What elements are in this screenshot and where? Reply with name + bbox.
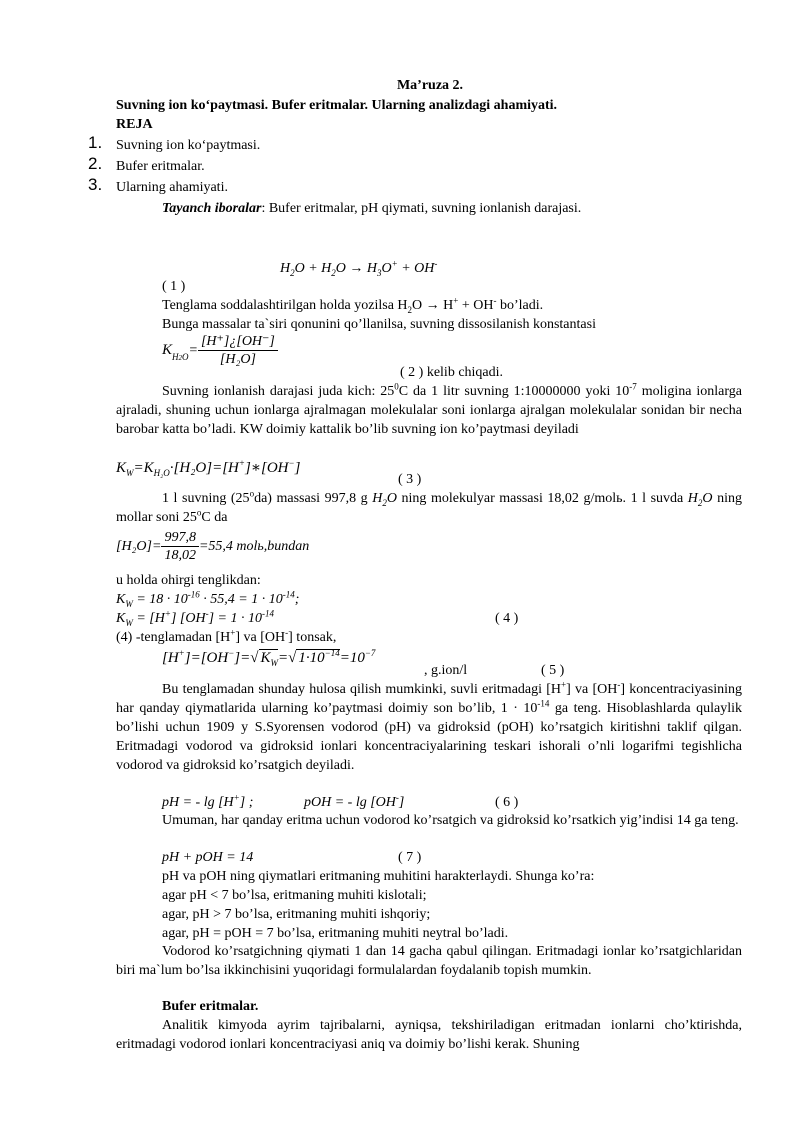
plan-item-number: 1. <box>88 133 103 152</box>
text-4tenglama: (4) -tenglamadan [H+] va [OH-] tonsak, <box>116 627 337 645</box>
lecture-title: Ma’ruza 2. <box>396 78 464 93</box>
plan-item <box>88 154 102 175</box>
keywords-line <box>162 199 581 218</box>
equation-5-number: ( 5 ) <box>541 663 565 678</box>
paragraph-massa: 1 l suvning (25$^o$da) massasi 997,8 g $H_2O$ ning molekulyar massasi 18,02 g/molь. 1 l suvda $H_2O$ ning mollar soni 25$^o$C da <box>116 488 742 525</box>
paragraph-analitik: Analitik kimyoda ayrim tajribalarni, ayniqsa, tekshiriladigan eritmadan ionlarni cho’ktirishda, eritmadagi vodorod ionlari koncentraciyasi aniq va doimiy bo’lishi kerak. Shuning <box>116 1018 742 1052</box>
text-tenglama: Tenglama soddalashtirilgan holda yozilsa $H_2O \to H^+ + OH^-$ bo’ladi. <box>162 295 544 315</box>
lecture-subtitle: Suvning ion ko‘paytmasi. Bufer eritmalar. Ularning analizdagi ahamiyati. <box>116 98 558 113</box>
paragraph-ionlanish: Suvning ionlanish darajasi juda kich: $25^0C$ da 1 litr suvning 1:10000000 yoki $10^{-7}$ moligina ionlarga ajraladi, shuning uchun ionlarga ajralmagan molekulalar soni ionlarga ajralgan molekulalar sonidan bir necha barobar katta bo’ladi. KW doimiy kattalik bo’lib suvning ion ko’paytmasi deyiladi <box>116 381 743 437</box>
equation-6-ph: pH = - lg [H+] ; <box>162 792 254 810</box>
equation-6-poh: pOH = - lg [OH-] <box>304 792 405 810</box>
paragraph-umuman: Umuman, har qanday eritma uchun vodorod ko’rsatgich va gidroksid ko’rsatkich yig’indisi 14 ga teng. <box>162 813 739 828</box>
equation-7-number: ( 7 ) <box>398 850 422 865</box>
equation-4-number: ( 4 ) <box>495 611 519 626</box>
equation-1: $H_2O + H_2O \to H_3O^+ + OH^-$ <box>280 258 438 278</box>
equation-3: $K_W=K_{H_2O}\cdot[H_2O]=[H^+]∗[OH^-]$ <box>116 458 301 478</box>
equation-3-number: ( 3 ) <box>398 472 422 487</box>
text-bunga: Bunga massalar ta`siri qonunini qo’llanilsa, suvning dissosilanish konstantasi <box>162 317 596 332</box>
text-ph-basic: agar, pH > 7 bo’lsa, eritmaning muhiti ishqoriy; <box>162 907 431 922</box>
text-uholda: u holda ohirgi tenglikdan: <box>116 573 261 588</box>
equation-h2o-fraction: $\frac{997,8}{18,02}$ <box>161 529 199 564</box>
plan-heading: REJA <box>116 117 153 132</box>
plan-item-number: 2. <box>88 154 103 173</box>
equation-2: $K_{H2O}=$ $\frac{[H^+]¿[OH^-]}{\text{[H₂O]}}$ <box>162 333 278 368</box>
heading-bufer: Bufer eritmalar. <box>162 999 259 1014</box>
equation-5-unit: , g.ion/l <box>424 663 468 678</box>
keywords-label: Tayanch iboralar <box>162 201 262 216</box>
paragraph-vodorod: Vodorod ko’rsatgichning qiymati 1 dan 14 gacha qabul qilingan. Eritmadagi ionlar ko’rsatgichlaridan biri ma`lum bo’lsa ikkinchisini yuqoridagi formulalardan foydalanib topish mumkin. <box>116 944 742 978</box>
kw-line-2: $K_W = [H^+] [OH^-] = 1 \cdot 10^{-14}$ <box>116 608 274 628</box>
text-ph-acidic: agar pH < 7 bo’lsa, eritmaning muhiti kislotali; <box>162 888 427 903</box>
equation-1-number: ( 1 ) <box>162 279 186 294</box>
text-ph-neutral: agar, pH = pOH = 7 bo’lsa, eritmaning muhiti neytral bo’ladi. <box>162 926 509 941</box>
kw-line-1: $K_W = 18 \cdot 10^{-16} \cdot 55,4 = 1 \cdot 10^{-14}$; <box>116 589 300 609</box>
text-ph-intro: pH va pOH ning qiymatlari eritmaning muhitini harakterlaydi. Shunga ko’ra: <box>162 869 595 884</box>
keywords-text: : Bufer eritmalar, pH qiymati, suvning ionlanish darajasi. <box>261 201 582 216</box>
plan-item-label: Ularning ahamiyati. <box>116 180 228 195</box>
equation-h2o-moles: [H₂O]= $\frac{997,8}{18,02}$ =55,4 molь,bundan <box>116 530 310 563</box>
equation-6-number: ( 6 ) <box>495 795 519 810</box>
plan-item-number: 3. <box>88 175 103 194</box>
equation-2-number: ( 2 ) kelib chiqadi. <box>400 365 504 380</box>
paragraph-hulosa: Bu tenglamadan shunday hulosa qilish mumkinki, suvli eritmadagi [H+] va [OH-] koncentraciyasining har qanday qiymatlarida ularning ko’paytmasi doimiy son bo’lib, $1 \cdot 10^{-14}$ ga teng. Hisoblashlarda qulaylik bo’lishi uchun 1909 y S.Syorensen vodorod (pH) va gidroksid (pOH) ko’rsatgich kiritishni taklif qilgan. Eritmadagi vodorod va gidroksid ionlari koncentraciyalarining teskari ishorali o’nli logarifmi tegishlicha vodorod va gidroksid ko’rsatgich deyiladi. <box>116 679 742 773</box>
plan-item-label: Suvning ion ko‘paytmasi. <box>116 138 261 153</box>
equation-5: [H+]=[OH−]=√ $K_W=√$ $1\cdot 10^{-14}=10^{-7}$ <box>162 648 376 668</box>
plan-item <box>88 175 102 196</box>
plan-item <box>88 133 102 154</box>
equation-7: pH + pOH = 14 <box>162 850 254 865</box>
plan-item-label: Bufer eritmalar. <box>116 159 205 174</box>
equation-2-fraction: $\frac{[H^+]¿[OH^-]}{\text{[H₂O]}}$ <box>198 333 278 368</box>
